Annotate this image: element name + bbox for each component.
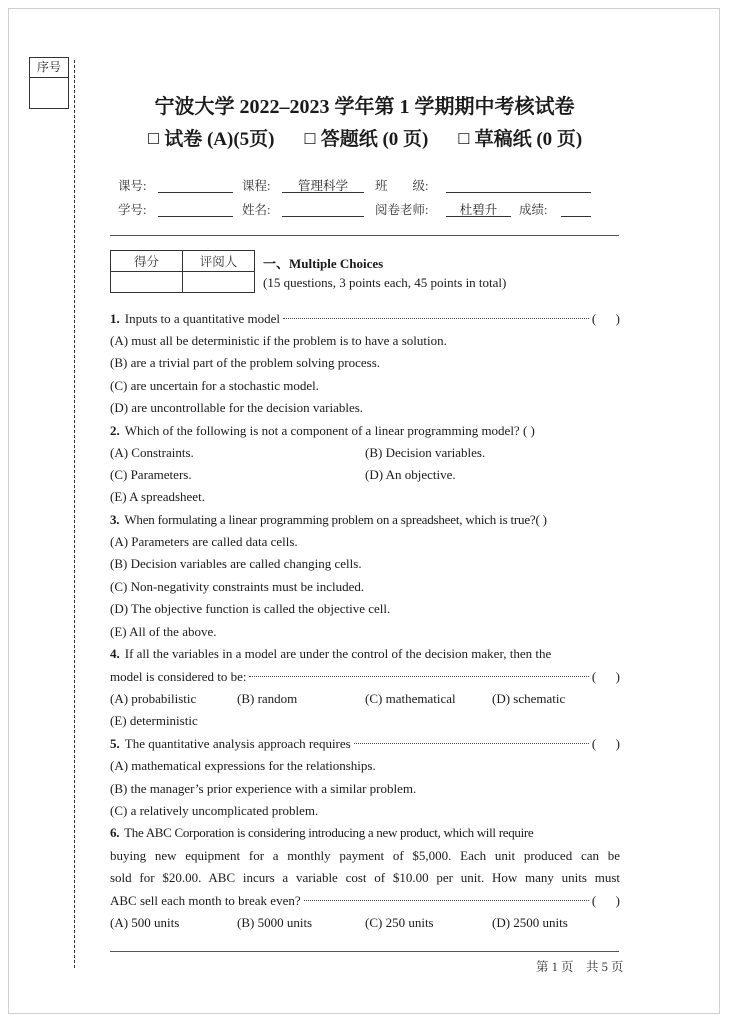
option-label: 草稿纸 (0 页) <box>474 129 583 150</box>
header-divider <box>110 235 619 236</box>
course-no-label: 课号: <box>118 179 147 193</box>
grader-cell[interactable] <box>183 272 255 293</box>
q1-option-d: (D) are uncontrollable for the decision variables. <box>110 400 364 415</box>
dot-leader <box>354 743 589 744</box>
serial-number-label: 序号 <box>30 58 68 78</box>
dot-leader <box>304 900 589 901</box>
q3-option-d: (D) The objective function is called the objective cell. <box>110 601 391 616</box>
question-text: The ABC Corporation is considering introducing a new product, which will require <box>124 825 534 840</box>
answer-blank[interactable]: ( ) <box>591 311 620 326</box>
name-field[interactable] <box>282 200 364 217</box>
student-no-field[interactable] <box>158 200 233 217</box>
question-text: Which of the following is not a component of a linear programming model? ( ) <box>124 423 535 438</box>
teacher-field[interactable]: 杜碧升 <box>446 200 511 217</box>
q2-option-e: (E) A spreadsheet. <box>110 489 205 504</box>
teacher-label: 阅卷老师: <box>375 203 429 217</box>
option-label: 试卷 (A)(5页) <box>164 129 275 150</box>
option-exam-paper[interactable] <box>147 129 275 150</box>
question-number: 1. <box>110 311 120 326</box>
answer-blank[interactable]: ( ) <box>591 893 620 908</box>
question-text: ABC sell each month to break even? <box>110 893 301 908</box>
score-cell[interactable] <box>111 272 183 293</box>
q2-option-a: (A) Constraints. <box>110 445 194 460</box>
question-text: When formulating a linear programming problem on a spreadsheet, which is true?( ) <box>124 512 547 527</box>
question-text: The quantitative analysis approach requires <box>124 736 351 751</box>
class-label: 班 级: <box>375 179 429 193</box>
question-3 <box>110 511 620 529</box>
class-field[interactable] <box>446 176 591 193</box>
answer-blank[interactable]: ( ) <box>591 736 620 751</box>
dot-leader <box>249 676 588 677</box>
question-number: 6. <box>110 825 120 840</box>
score-header: 得分 <box>111 251 183 272</box>
q2-option-c: (C) Parameters. <box>110 467 192 482</box>
q4-option-a: (A) probabilistic <box>110 691 197 706</box>
q6-option-c: (C) 250 units <box>365 915 434 930</box>
question-text: Inputs to a quantitative model <box>124 311 280 326</box>
page-number: 第 1 页 共 5 页 <box>536 960 624 974</box>
question-4-cont <box>110 668 620 686</box>
q1-option-c: (C) are uncertain for a stochastic model. <box>110 378 319 393</box>
question-4 <box>110 645 620 663</box>
q6-option-d: (D) 2500 units <box>492 915 568 930</box>
student-no-label: 学号: <box>118 203 147 217</box>
checkbox-icon[interactable]: ☐ <box>303 132 317 148</box>
question-1 <box>110 310 620 328</box>
q4-option-e: (E) deterministic <box>110 713 198 728</box>
score-label: 成绩: <box>519 203 548 217</box>
q2-option-b: (B) Decision variables. <box>365 445 486 460</box>
question-6 <box>110 824 620 842</box>
question-number: 4. <box>110 646 120 661</box>
course-no-field[interactable] <box>158 176 233 193</box>
dot-leader <box>283 318 589 319</box>
q5-option-b: (B) the manager’s prior experience with a similar problem. <box>110 781 417 796</box>
q1-option-b: (B) are a trivial part of the problem solving process. <box>110 355 381 370</box>
answer-blank[interactable]: ( ) <box>591 669 620 684</box>
option-answer-sheet[interactable] <box>303 129 428 150</box>
paper-options <box>0 124 729 151</box>
exam-title: 宁波大学 2022–2023 学年第 1 学期期中考核试卷 <box>154 96 575 118</box>
score-table <box>110 250 255 293</box>
grader-header: 评阅人 <box>183 251 255 272</box>
q1-option-a: (A) must all be deterministic if the problem is to have a solution. <box>110 333 447 348</box>
question-number: 2. <box>110 423 120 438</box>
q3-option-e: (E) All of the above. <box>110 624 217 639</box>
question-text: If all the variables in a model are under the control of the decision maker, then the <box>124 646 552 661</box>
q4-option-d: (D) schematic <box>492 691 566 706</box>
q3-option-c: (C) Non-negativity constraints must be included. <box>110 579 365 594</box>
q2-option-d: (D) An objective. <box>365 467 456 482</box>
section-subtitle: (15 questions, 3 points each, 45 points in total) <box>263 275 507 290</box>
question-number: 3. <box>110 512 120 527</box>
checkbox-icon[interactable]: ☐ <box>146 132 161 148</box>
course-field[interactable]: 管理科学 <box>282 176 364 193</box>
option-draft-paper[interactable] <box>457 129 582 150</box>
question-2 <box>110 422 620 440</box>
question-6-line-4 <box>110 892 620 910</box>
q6-option-a: (A) 500 units <box>110 915 180 930</box>
binding-dashed-line <box>74 60 75 968</box>
q5-option-c: (C) a relatively uncomplicated problem. <box>110 803 319 818</box>
question-number: 5. <box>110 736 120 751</box>
question-6-line-3: sold for $20.00. ABC incurs a variable cost of $10.00 per unit. How many units must <box>110 870 620 885</box>
section-title: 一、Multiple Choices <box>263 256 384 271</box>
checkbox-icon[interactable]: ☐ <box>457 132 471 148</box>
q5-option-a: (A) mathematical expressions for the relationships. <box>110 758 376 773</box>
q4-option-b: (B) random <box>237 691 298 706</box>
question-6-line-2: buying new equipment for a monthly payment of $5,000. Each unit produced can be <box>110 848 620 863</box>
q3-option-a: (A) Parameters are called data cells. <box>110 534 298 549</box>
q6-option-b: (B) 5000 units <box>237 915 313 930</box>
question-text: model is considered to be: <box>110 669 247 684</box>
q3-option-b: (B) Decision variables are called changing cells. <box>110 556 362 571</box>
option-label: 答题纸 (0 页) <box>320 129 429 150</box>
course-label: 课程: <box>242 179 271 193</box>
q4-option-c: (C) mathematical <box>365 691 456 706</box>
name-label: 姓名: <box>242 203 271 217</box>
footer-divider <box>110 951 619 952</box>
question-5 <box>110 735 620 753</box>
score-field[interactable] <box>561 200 591 217</box>
